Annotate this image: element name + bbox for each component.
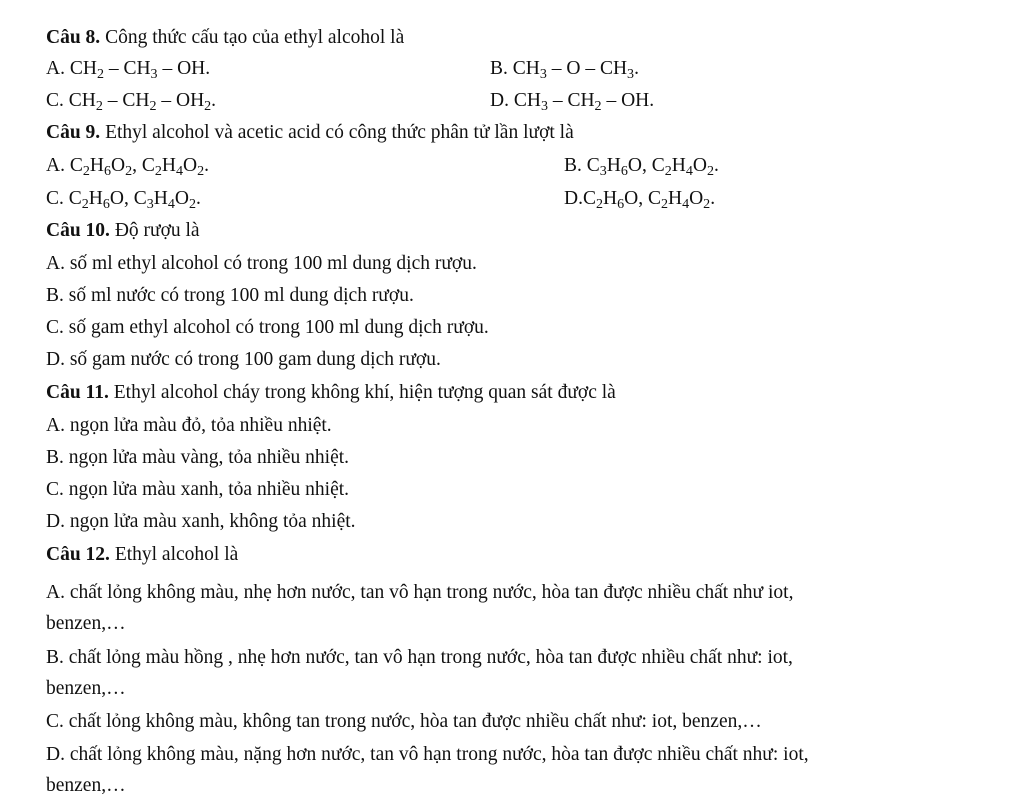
question-12-option-b-continued[interactable]: benzen,… <box>46 678 126 699</box>
option-formula: $CH_2 - CH_3$ – OH. <box>69 58 211 82</box>
question-10-label: Câu 10. <box>46 220 110 241</box>
formula-subscript: 2 <box>703 195 711 212</box>
question-11-option-d[interactable]: D. ngọn lửa màu xanh, không tỏa nhiệt. <box>46 511 356 532</box>
question-12-option-d-continued[interactable]: benzen,… <box>46 775 126 796</box>
option-letter: C. <box>46 90 64 111</box>
question-10-option-c[interactable]: C. số gam ethyl alcohol có trong 100 ml dung dịch rượu. <box>46 317 489 338</box>
formula-subscript: 2 <box>594 97 602 114</box>
option-formula: $C_2H_6O_2$, $C_2H_4O_2$. <box>69 155 209 179</box>
question-12-option-d[interactable]: D. chất lỏng không màu, nặng hơn nước, tan vô hạn trong nước, hòa tan được nhiều chất như: iot, <box>46 744 809 765</box>
question-12-option-a[interactable]: A. chất lỏng không màu, nhẹ hơn nước, tan vô hạn trong nước, hòa tan được nhiều chất như iot, <box>46 582 794 603</box>
formula-subscript: 2 <box>595 195 603 212</box>
question-8-stem <box>46 25 404 51</box>
formula-subscript: 3 <box>540 97 548 114</box>
question-8-text: Công thức cấu tạo của ethyl alcohol là <box>100 27 405 48</box>
question-9-label: Câu 9. <box>46 122 101 143</box>
question-11-option-a[interactable]: A. ngọn lửa màu đỏ, tỏa nhiều nhiệt. <box>46 415 332 436</box>
formula-subscript: 3 <box>146 195 154 212</box>
question-11-text: Ethyl alcohol cháy trong không khí, hiện tượng quan sát được là <box>108 382 616 403</box>
formula-subscript: 3 <box>539 65 547 82</box>
question-11-option-c[interactable]: C. ngọn lửa màu xanh, tỏa nhiều nhiệt. <box>46 479 350 500</box>
question-10-option-d[interactable]: D. số gam nước có trong 100 gam dung dịch rượu. <box>46 349 441 370</box>
option-letter: A. <box>46 155 65 176</box>
formula-subscript: 2 <box>81 195 89 212</box>
question-11-label: Câu 11. <box>46 382 109 403</box>
formula-subscript: 2 <box>197 162 205 179</box>
formula-subscript: 3 <box>627 65 635 82</box>
question-9-option-c[interactable] <box>46 186 201 212</box>
option-formula: $CH_2 - CH_2 - OH_2$. <box>68 90 217 114</box>
formula-subscript: 2 <box>125 162 133 179</box>
formula-subscript: 2 <box>82 162 90 179</box>
option-letter: B. <box>564 155 582 176</box>
question-8-option-c[interactable] <box>46 88 216 114</box>
question-9-option-a[interactable] <box>46 153 209 179</box>
question-8-option-b[interactable] <box>490 56 639 82</box>
formula-subscript: 4 <box>175 162 183 179</box>
formula-subscript: 2 <box>664 162 672 179</box>
question-9-text: Ethyl alcohol và acetic acid có công thức phân tử lần lượt là <box>100 122 574 143</box>
question-9-stem <box>46 120 574 146</box>
formula-subscript: 2 <box>96 65 104 82</box>
formula-subscript: 4 <box>685 162 693 179</box>
formula-subscript: 6 <box>617 195 625 212</box>
option-letter: D. <box>564 188 583 209</box>
formula-subscript: 2 <box>149 97 157 114</box>
question-8-label: Câu 8. <box>46 27 101 48</box>
formula-subscript: 6 <box>620 162 628 179</box>
option-letter: B. <box>490 58 508 79</box>
option-formula: $CH_3$ – O – $CH_3$. <box>512 58 639 82</box>
option-letter: D. <box>490 90 509 111</box>
option-letter: A. <box>46 58 65 79</box>
question-10-option-b[interactable]: B. số ml nước có trong 100 ml dung dịch rượu. <box>46 285 414 306</box>
question-12-option-c[interactable]: C. chất lỏng không màu, không tan trong nước, hòa tan được nhiều chất như: iot, benzen,… <box>46 711 762 732</box>
question-11-stem <box>46 380 616 406</box>
question-12-stem <box>46 542 238 568</box>
question-10-text: Độ rượu là <box>109 220 200 241</box>
option-formula: $CH_3 - CH_2$ – OH. <box>513 90 655 114</box>
option-letter: C. <box>46 188 64 209</box>
question-8-option-d[interactable] <box>490 88 654 114</box>
question-9-option-b[interactable] <box>564 153 719 179</box>
formula-subscript: 2 <box>660 195 668 212</box>
formula-subscript: 2 <box>154 162 162 179</box>
formula-subscript: 3 <box>599 162 607 179</box>
formula-subscript: 4 <box>167 195 175 212</box>
question-11-option-b[interactable]: B. ngọn lửa màu vàng, tỏa nhiều nhiệt. <box>46 447 350 468</box>
formula-subscript: 4 <box>682 195 690 212</box>
formula-subscript: 2 <box>204 97 212 114</box>
question-12-text: Ethyl alcohol là <box>109 544 239 565</box>
formula-subscript: 2 <box>706 162 714 179</box>
option-formula: $C_2H_6O$, $C_2H_4O_2$. <box>582 188 716 212</box>
formula-subscript: 6 <box>103 162 111 179</box>
question-12-label: Câu 12. <box>46 544 110 565</box>
formula-subscript: 2 <box>188 195 196 212</box>
option-formula: $C_3H_6O$, $C_2H_4O_2$. <box>586 155 719 179</box>
question-12-option-a-continued[interactable]: benzen,… <box>46 613 126 634</box>
question-8-option-a[interactable] <box>46 56 210 82</box>
formula-subscript: 3 <box>150 65 158 82</box>
formula-subscript: 6 <box>102 195 110 212</box>
question-9-option-d[interactable] <box>564 186 715 212</box>
option-formula: $C_2H_6O$, $C_3H_4O_2$. <box>68 188 201 212</box>
question-10-stem <box>46 218 200 244</box>
formula-subscript: 2 <box>95 97 103 114</box>
question-12-option-b[interactable]: B. chất lỏng màu hồng , nhẹ hơn nước, tan vô hạn trong nước, hòa tan được nhiều chất như: iot, <box>46 647 793 668</box>
question-10-option-a[interactable]: A. số ml ethyl alcohol có trong 100 ml dung dịch rượu. <box>46 253 477 274</box>
